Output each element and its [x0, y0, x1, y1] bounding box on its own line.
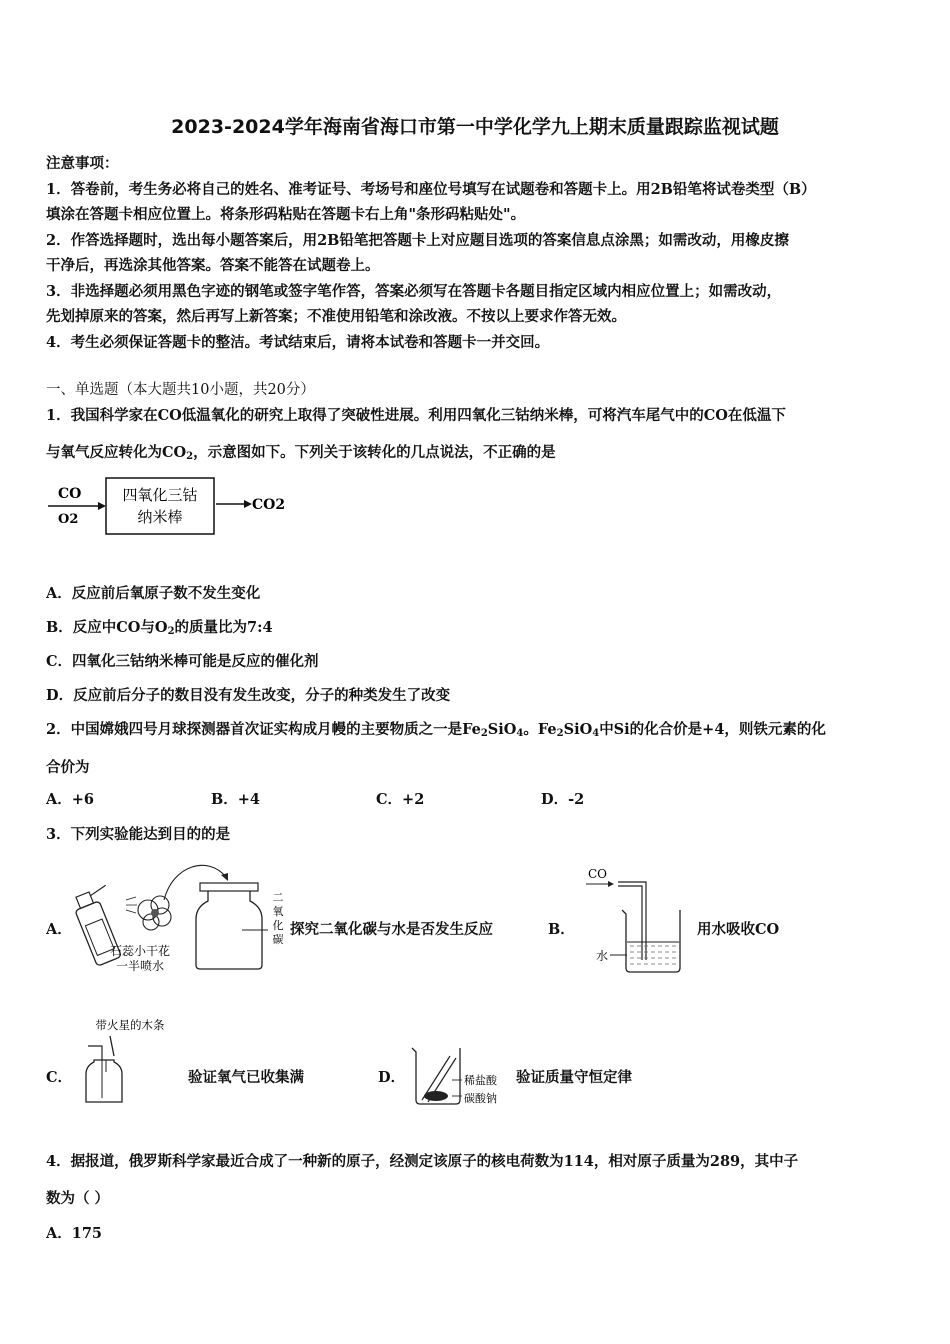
notice-line: 4．考生必须保证答题卡的整洁。考试结束后，请将本试卷和答题卡一并交回。 — [46, 334, 550, 351]
q2-stem-line1: 2．中国嫦娥四号月球探测器首次证实构成月幔的主要物质之一是$Fe_2SiO_4$。$Fe_2SiO_4$中Si的化合价是+4，则铁元素的化 — [46, 721, 826, 739]
catalyst-label-1: 四氧化三钴 — [122, 486, 198, 504]
q1-option-c: C．四氧化三钴纳米棒可能是反应的催化剂 — [46, 653, 319, 670]
svg-text:二: 二 — [272, 891, 284, 904]
q3-c-apparatus — [78, 1012, 188, 1107]
q3-option-b-text: 用水吸收CO — [697, 921, 780, 938]
section-heading: 一、单选题（本大题共10小题，共20分） — [46, 382, 315, 398]
q1-option-d: D．反应前后分子的数目没有发生改变，分子的种类发生了改变 — [46, 687, 451, 704]
notice-heading: 注意事项： — [46, 155, 119, 172]
q1-stem-line2: 与氧气反应转化为$CO_2$，示意图如下。下列关于该转化的几点说法，不正确的是 — [46, 444, 556, 462]
q3-stem: 3．下列实验能达到目的的是 — [46, 826, 231, 843]
q3-d-apparatus — [408, 1044, 514, 1109]
label-salt: 碳酸钠 — [464, 1092, 497, 1105]
svg-text:化: 化 — [272, 919, 284, 932]
q2-stem-line2: 合价为 — [46, 759, 90, 776]
label-water: 水 — [596, 949, 609, 963]
catalyst-label-2: 纳米棒 — [137, 508, 183, 526]
q4-stem-line2: 数为（ ） — [46, 1190, 110, 1207]
q2-option-d: D．-2 — [541, 791, 585, 808]
caption-spray: 一半喷水 — [115, 959, 165, 973]
diagram-input-o2: O2 — [58, 512, 79, 527]
caption-flower: 石蕊小干花 — [109, 944, 171, 958]
page-title: 2023-2024学年海南省海口市第一中学化学九上期末质量跟踪监视试题 — [171, 116, 779, 138]
q3-option-b-label: B． — [548, 921, 575, 938]
diagram-input-co: CO — [58, 486, 82, 502]
notice-line: 3．非选择题必须用黑色字迹的钢笔或签字笔作答，答案必须写在答题卡各题目指定区域内相应位置上；如需改动， — [46, 283, 782, 300]
caption-splint: 带火星的木条 — [95, 1018, 165, 1032]
svg-text:碳: 碳 — [272, 933, 284, 946]
q3-a-apparatus — [68, 855, 290, 980]
q1-option-a: A．反应前后氧原子数不发生变化 — [46, 585, 261, 602]
diagram-output-co2: CO2 — [252, 497, 286, 513]
beaker-icon — [622, 910, 680, 972]
q3-option-c-text: 验证氧气已收集满 — [188, 1069, 304, 1086]
q3-option-a-label: A． — [46, 921, 72, 938]
label-acid: 稀盐酸 — [464, 1074, 497, 1087]
q1-stem-line1: 1．我国科学家在CO低温氧化的研究上取得了突破性进展。利用四氧化三钴纳米棒，可将汽车尾气中的CO在低温下 — [46, 407, 786, 424]
q4-stem-line1: 4．据报道，俄罗斯科学家最近合成了一种新的原子，经测定该原子的核电荷数为114，相对原子质量为289，其中子 — [46, 1153, 799, 1170]
q1-reaction-diagram — [40, 470, 300, 540]
gas-bottle — [86, 1060, 122, 1102]
q1-option-b: B．反应中CO与$O_2$的质量比为7:4 — [46, 619, 273, 637]
notice-line: 填涂在答题卡相应位置上。将条形码粘贴在答题卡右上角"条形码粘贴处"。 — [46, 206, 526, 223]
svg-text:氧: 氧 — [272, 905, 284, 918]
q3-b-apparatus — [580, 862, 695, 974]
splint-icon — [110, 1036, 114, 1056]
q4-option-a: A．175 — [46, 1225, 103, 1242]
notice-line: 1．答卷前，考生务必将自己的姓名、准考证号、考场号和座位号填写在试题卷和答题卡上。用2B铅笔将试卷类型（B） — [46, 181, 816, 198]
q3-option-c-label: C． — [46, 1069, 73, 1086]
q2-option-a: A．+6 — [46, 791, 94, 808]
q3-option-d-text: 验证质量守恒定律 — [516, 1069, 632, 1086]
notice-line: 先划掉原来的答案，然后再写上新答案；不准使用铅笔和涂改液。不按以上要求作答无效。 — [46, 308, 626, 325]
q2-option-b: B．+4 — [211, 791, 260, 808]
flower-icon — [138, 896, 171, 930]
notice-line: 干净后，再选涂其他答案。答案不能答在试题卷上。 — [46, 257, 380, 274]
q3-option-a-text: 探究二氧化碳与水是否发生反应 — [290, 921, 493, 938]
q2-option-c: C．+2 — [376, 791, 425, 808]
notice-line: 2．作答选择题时，选出每小题答案后，用2B铅笔把答题卡上对应题目选项的答案信息点涂黑；如需改动，用橡皮擦 — [46, 232, 789, 249]
label-co: CO — [588, 867, 608, 881]
sodium-carbonate — [424, 1091, 448, 1101]
q3-option-d-label: D． — [378, 1069, 406, 1086]
